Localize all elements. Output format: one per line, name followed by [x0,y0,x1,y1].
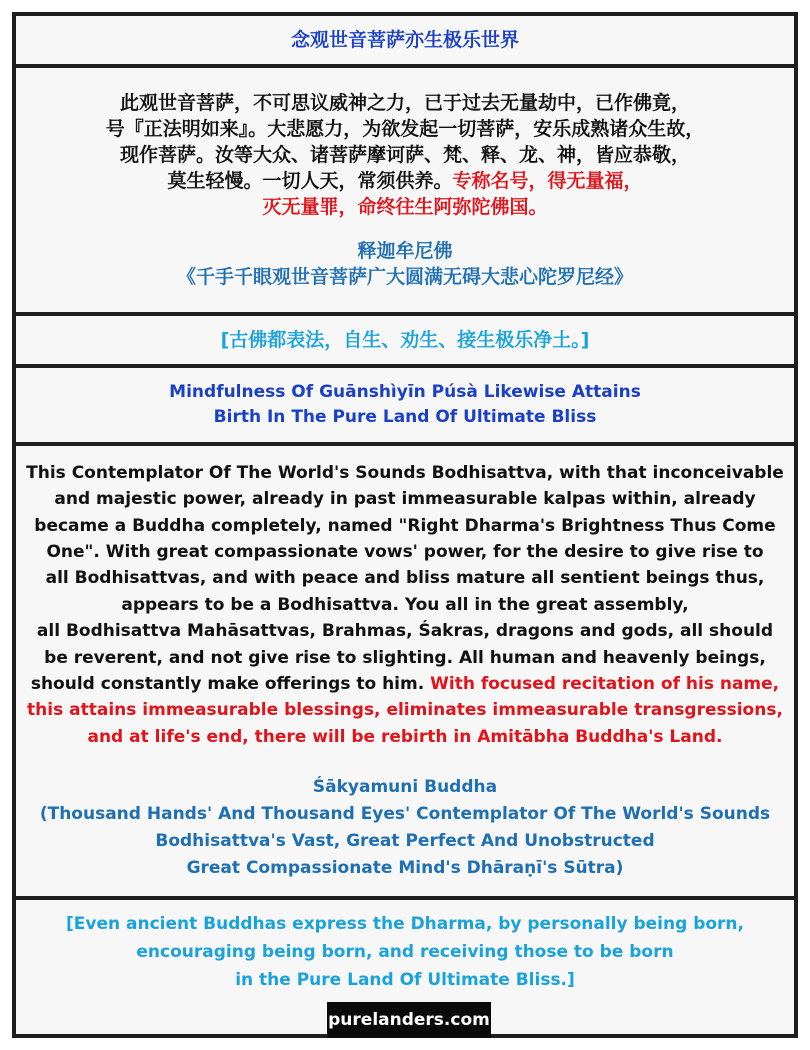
en-passage [26,460,784,750]
en-passage-line: be reverent, and not give rise to slighting. All human and heavenly beings, [44,647,766,668]
en-passage-emphasis: this attains immeasurable blessings, eliminates immeasurable transgressions, [27,700,783,721]
en-title-line: Birth In The Pure Land Of Ultimate Bliss [213,407,597,427]
cn-title: 念观世音菩萨亦生极乐世界 [290,29,519,51]
en-passage-line: appears to be a Bodhisattva. You all in the great assembly, [121,594,689,615]
en-note-line: [Even ancient Buddhas express the Dharma, by personally being born, [65,914,744,934]
cn-passage-text: 莫生轻慢。一切人天，常须供养。 [167,170,453,192]
en-title-line: Mindfulness Of Guānshìyīn Púsà Likewise Attains [169,382,641,402]
en-passage-line: all Bodhisattva Mahāsattvas, Brahmas, Śakras, dragons and gods, all should [36,621,774,642]
page-frame [12,12,798,1038]
en-passage-emphasis: With focused recitation of his name, [430,674,780,695]
en-sutra-title-line: (Thousand Hands' And Thousand Eyes' Contemplator Of The World's Sounds [39,804,771,825]
en-passage-text: should constantly make offerings to him. [30,674,425,695]
en-passage-line: This Contemplator Of The World's Sounds Bodhisattva, with that inconceivable [26,462,784,483]
en-passage-emphasis: and at life's end, there will be rebirth in Amitābha Buddha's Land. [87,726,723,747]
en-author: Śākyamuni Buddha [312,777,498,798]
site-badge: purelanders.com [327,1002,491,1038]
en-attribution [40,774,770,882]
en-passage-line [26,671,784,697]
en-note-line: encouraging being born, and receiving those to be born [136,942,674,962]
en-title-panel [16,368,794,446]
en-passage-line: One". With great compassionate vows' power, for the desire to give rise to [46,541,764,562]
en-note-panel [16,900,794,1038]
cn-note: [古佛都表法，自生、劝生、接生极乐净土。] [220,329,590,351]
cn-passage-emphasis: 灭无量罪，命终往生阿弥陀佛国。 [262,196,548,218]
en-note [66,910,744,994]
en-passage-line: became a Buddha completely, named "Right Dharma's Brightness Thus Come [34,515,776,536]
en-passage-panel [16,446,794,900]
cn-passage-emphasis: 专称名号，得无量福， [452,170,643,192]
cn-passage-panel [16,68,794,316]
cn-attribution [177,238,633,290]
en-title [169,380,641,430]
cn-title-panel [16,16,794,68]
cn-passage [35,90,775,220]
cn-author: 释迦牟尼佛 [357,240,453,262]
cn-passage-line: 此观世音菩萨，不可思议威神之力，已于过去无量劫中，已作佛竟， [119,92,690,114]
cn-sutra-title: 《千手千眼观世音菩萨广大圆满无碍大悲心陀罗尼经》 [176,266,633,288]
en-passage-line: all Bodhisattvas, and with peace and bliss mature all sentient beings thus, [45,568,765,589]
en-sutra-title-line: Bodhisattva's Vast, Great Perfect And Unobstructed [155,831,655,852]
en-note-line: in the Pure Land Of Ultimate Bliss.] [235,970,575,990]
cn-passage-line: 现作菩萨。汝等大众、诸菩萨摩诃萨、梵、释、龙、神，皆应恭敬， [119,144,690,166]
en-sutra-title-line: Great Compassionate Mind's Dhāraṇī's Sūtra) [186,858,624,879]
cn-note-panel [16,316,794,368]
cn-passage-line: 号『正法明如来』。大悲愿力，为欲发起一切菩萨，安乐成熟诸众生故， [105,118,705,140]
en-passage-line: and majestic power, already in past immeasurable kalpas within, already [54,489,756,510]
cn-passage-line [35,168,775,194]
